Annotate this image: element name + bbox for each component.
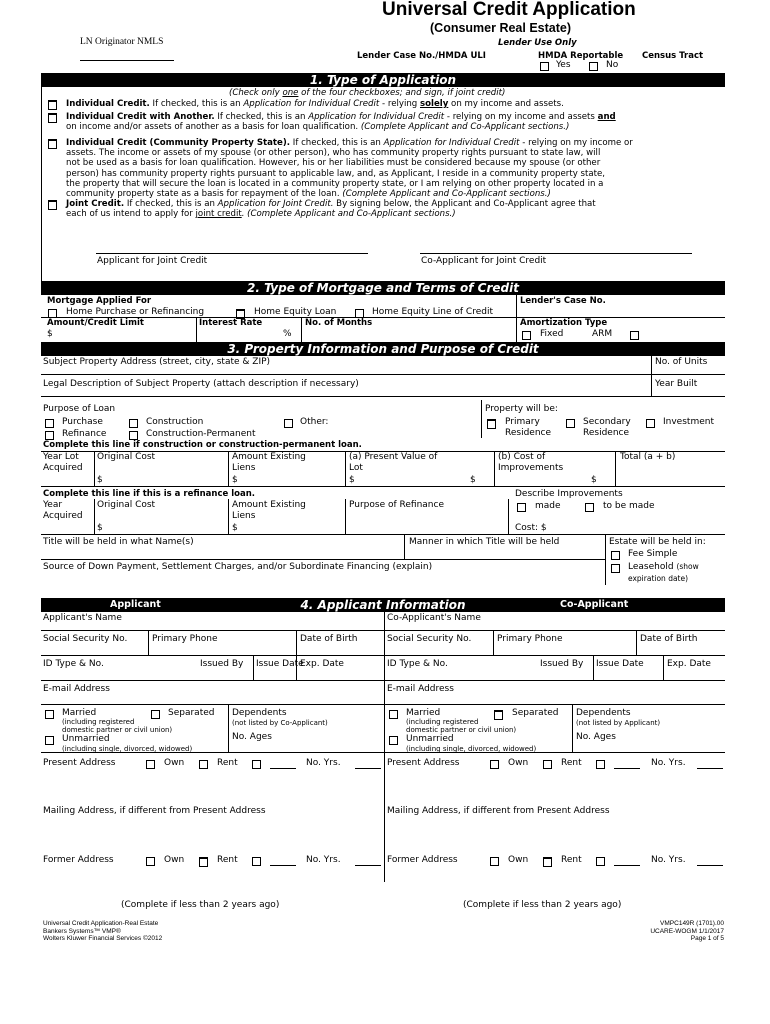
applicant-exp-date-label: Exp. Date [300, 659, 344, 669]
construction-label: Construction [146, 417, 204, 427]
other-label: Other: [300, 417, 329, 427]
coapplicant-signature-label: Co-Applicant for Joint Credit [421, 256, 547, 266]
applicant-signature-line[interactable] [96, 253, 368, 254]
lot-dollar: $ [349, 475, 355, 485]
to-be-made-checkbox[interactable] [585, 503, 594, 512]
coapplicant-registered-note: (including registered [406, 718, 479, 726]
secondary-label: Secondary [583, 417, 631, 427]
coapplicant-present-rent-checkbox[interactable] [543, 760, 552, 769]
refinance-checkbox[interactable] [45, 431, 54, 440]
s4-b-c1 [493, 630, 494, 655]
coapplicant-former-rent-checkbox[interactable] [543, 857, 552, 867]
joint-credit-text: Joint Credit. If checked, this is an Application for Joint Credit. By signing below, the Applicant and Co-Applicant agree that each of us intend to apply for joint credit. (Complete Applicant and Co-Applicant sections.) [66, 199, 596, 220]
applicant-dob-label: Date of Birth [300, 634, 358, 644]
footer-revision: UCARE-WOGM 1/1/2017 [650, 927, 724, 935]
investment-checkbox[interactable] [646, 419, 655, 428]
applicant-registered-note: (including registered [62, 718, 135, 726]
coapplicant-married-label: Married [406, 708, 441, 718]
coapplicant-separated-label: Separated [512, 708, 559, 718]
s4-b-dep-divider [572, 704, 573, 752]
fee-simple-checkbox[interactable] [611, 551, 620, 560]
s3-units-divider [651, 356, 652, 396]
coapplicant-complete-less-note: (Complete if less than 2 years ago) [463, 900, 622, 910]
applicant-phone-label: Primary Phone [152, 634, 218, 644]
s4-a-c3 [253, 655, 254, 680]
s3-r1 [94, 499, 95, 534]
coapplicant-unmarried-checkbox[interactable] [389, 736, 398, 745]
section1-header: 1. Type of Application [41, 73, 725, 87]
lot-label: Lot [349, 463, 363, 473]
section4-header: 4. Applicant Information [41, 598, 725, 612]
applicant-unmarried-checkbox[interactable] [45, 736, 54, 745]
applicant-former-other-line[interactable] [270, 865, 296, 866]
coapplicant-former-other-line[interactable] [614, 865, 640, 866]
estate-label: Estate will be held in: [609, 537, 706, 547]
applicant-email-label: E-mail Address [43, 684, 110, 694]
s3-line2 [41, 396, 725, 397]
coapplicant-former-address-label: Former Address [387, 855, 458, 865]
coapplicant-former-own-checkbox[interactable] [490, 857, 499, 866]
footer-left [43, 920, 162, 943]
coapplicant-id-label: ID Type & No. [387, 659, 448, 669]
applicant-no-ages-label: No. Ages [232, 732, 272, 742]
original-cost-label: Original Cost [97, 452, 156, 462]
applicant-former-address-label: Former Address [43, 855, 114, 865]
complete-refinance-note: Complete this line if this is a refinance loan. [43, 489, 256, 499]
footer-page-number: Page 1 of 5 [690, 935, 724, 942]
census-tract-label: Census Tract [642, 51, 704, 61]
amount-limit-label: Amount/Credit Limit [47, 318, 144, 328]
primary-residence-label: Residence [505, 428, 552, 438]
applicant-single-note: (including single, divorced, widowed) [62, 745, 193, 753]
s3-c4 [494, 451, 495, 486]
coapplicant-email-label: E-mail Address [387, 684, 454, 694]
coapplicant-dependents-label: Dependents [576, 708, 631, 718]
s3-title-bottom [41, 559, 605, 560]
coapplicant-exp-date-label: Exp. Date [667, 659, 711, 669]
s3-c2 [228, 451, 229, 486]
hmda-yes-checkbox[interactable] [540, 62, 549, 71]
coapplicant-present-noyrs-line[interactable] [697, 768, 723, 769]
coapplicant-issue-date-label: Issue Date [596, 659, 644, 669]
s4-line2 [41, 655, 725, 656]
applicant-former-rent-checkbox[interactable] [199, 857, 208, 867]
coapplicant-no-ages-label: No. Ages [576, 732, 616, 742]
s3-c5 [615, 451, 616, 486]
hmda-no-checkbox[interactable] [589, 62, 598, 71]
refi-acquired-label: Acquired [43, 511, 83, 521]
applicant-present-other-line[interactable] [270, 768, 296, 769]
no-months-label: No. of Months [305, 318, 373, 328]
applicant-signature-label: Applicant for Joint Credit [97, 256, 208, 266]
s3-manner-divider [404, 534, 405, 559]
coapplicant-not-listed-note: (not listed by Applicant) [576, 719, 661, 727]
joint-credit-checkbox[interactable] [48, 200, 57, 210]
coapplicant-present-other-checkbox[interactable] [596, 760, 605, 769]
interest-percent-sign: % [283, 329, 292, 339]
refi-original-cost-label: Original Cost [97, 500, 156, 510]
cost-improvements-label: (b) Cost of [498, 452, 546, 462]
s4-line5 [41, 752, 725, 753]
present-value-label: (a) Present Value of [349, 452, 438, 462]
liens-label: Liens [232, 463, 256, 473]
title-names-label: Title will be held in what Name(s) [43, 537, 194, 547]
construction-checkbox[interactable] [129, 419, 138, 428]
expiration-label: expiration date) [628, 574, 689, 583]
ln-originator-field[interactable] [80, 60, 174, 61]
lender-use-only-label: Lender Use Only [498, 38, 577, 48]
coapplicant-single-note: (including single, divorced, widowed) [406, 745, 537, 753]
amount-existing-label: Amount Existing [232, 452, 306, 462]
applicant-complete-less-note: (Complete if less than 2 years ago) [121, 900, 280, 910]
form-title: Universal Credit Application [382, 0, 636, 20]
applicant-name-label: Applicant's Name [43, 613, 122, 623]
coapplicant-phone-label: Primary Phone [497, 634, 563, 644]
individual-credit-text: Individual Credit. If checked, this is an Application for Individual Credit - relying solely on my income and assets. [66, 99, 564, 109]
coapplicant-present-other-line[interactable] [614, 768, 640, 769]
coapplicant-signature-line[interactable] [420, 253, 692, 254]
applicant-former-rent-label: Rent [217, 855, 238, 865]
coapplicant-unmarried-label: Unmarried [406, 734, 454, 744]
s4-line3 [41, 680, 725, 681]
ln-originator-label: LN Originator NMLS [80, 37, 164, 47]
s3-constr-bottom [41, 486, 725, 487]
interest-rate-label: Interest Rate [199, 318, 263, 328]
coapplicant-married-checkbox[interactable] [389, 710, 398, 719]
home-purchase-label: Home Purchase or Refinancing [66, 307, 205, 317]
secondary-residence-label: Residence [583, 428, 630, 438]
refi-year-label: Year [43, 500, 63, 510]
s4-center-divider [384, 612, 385, 882]
liens-dollar: $ [232, 475, 238, 485]
section2-header: 2. Type of Mortgage and Terms of Credit [41, 281, 725, 295]
section1-frame-left [41, 73, 42, 285]
made-checkbox[interactable] [517, 503, 526, 512]
applicant-not-listed-note: (not listed by Co-Applicant) [232, 719, 328, 727]
coapplicant-former-own-label: Own [508, 855, 529, 865]
year-built-label: Year Built [655, 379, 698, 389]
applicant-present-noyrs-line[interactable] [355, 768, 381, 769]
applicant-present-other-checkbox[interactable] [252, 760, 261, 769]
s4-b-c2 [636, 630, 637, 655]
s4-a-dep-divider [228, 704, 229, 752]
applicant-issue-date-label: Issue Date [256, 659, 304, 669]
s3-r3 [345, 499, 346, 534]
section3-header: 3. Property Information and Purpose of Credit [41, 342, 725, 356]
improvements-dollar: $ [470, 475, 476, 485]
construction-perm-checkbox[interactable] [129, 431, 138, 440]
refi-liens-dollar: $ [232, 523, 238, 533]
acquired-label: Acquired [43, 463, 83, 473]
leasehold-label: Leasehold (show [628, 562, 699, 572]
refi-amount-existing-label: Amount Existing [232, 500, 306, 510]
s4-a-c2 [296, 630, 297, 655]
s3-r2 [228, 499, 229, 534]
fee-simple-label: Fee Simple [628, 549, 678, 559]
footer-form-code: VMPC149R (1701).00 [660, 920, 724, 927]
s3-r4 [508, 499, 509, 534]
other-checkbox[interactable] [284, 419, 293, 428]
s3-estate-divider [605, 534, 606, 585]
purchase-label: Purchase [62, 417, 103, 427]
home-equity-line-label: Home Equity Line of Credit [372, 307, 493, 317]
applicant-former-own-label: Own [164, 855, 185, 865]
applicant-domestic-note: domestic partner or civil union) [62, 726, 173, 734]
made-label: made [535, 501, 561, 511]
lender-case-label: Lender Case No./HMDA ULI [357, 51, 486, 61]
applicant-id-label: ID Type & No. [43, 659, 104, 669]
applicant-present-rent-checkbox[interactable] [199, 760, 208, 769]
individual-credit-checkbox[interactable] [48, 100, 57, 110]
manner-label: Manner in which Title will be held [409, 537, 560, 547]
applicant-issued-by-label: Issued By [200, 659, 244, 669]
s3-c3 [345, 451, 346, 486]
community-property-checkbox[interactable] [48, 139, 57, 149]
coapplicant-present-rent-label: Rent [561, 758, 582, 768]
coapplicant-separated-checkbox[interactable] [494, 710, 503, 720]
s4-line4 [41, 704, 725, 705]
applicant-ssn-label: Social Security No. [43, 634, 128, 644]
footer-right [650, 920, 724, 943]
individual-credit-another-text: Individual Credit with Another. If checked, this is an Application for Individual Credit - relying on my income and assets and on income and/or assets of another as a basis for loan qualification. (Complete Applicant and Co-Applicant sections.) [66, 112, 616, 133]
subject-address-label: Subject Property Address (street, city, state & ZIP) [43, 357, 271, 367]
fixed-checkbox[interactable] [522, 331, 531, 340]
cost-label: Cost: $ [515, 523, 547, 533]
s4-a-c1 [148, 630, 149, 655]
construction-perm-label: Construction-Permanent [146, 429, 256, 439]
coapplicant-former-noyrs-label: No. Yrs. [651, 855, 686, 865]
property-will-be-label: Property will be: [485, 404, 558, 414]
applicant-present-address-label: Present Address [43, 758, 116, 768]
describe-improvements-label: Describe Improvements [515, 489, 623, 499]
coapplicant-former-noyrs-line[interactable] [697, 865, 723, 866]
coapplicant-present-noyrs-label: No. Yrs. [651, 758, 686, 768]
coapplicant-issued-by-label: Issued By [540, 659, 584, 669]
s4-line1 [41, 630, 725, 631]
community-property-text: Individual Credit (Community Property State). If checked, this is an Application for Individual Credit - relying on my income or assets. The income or assets of my spouse (or other person), who has community property rights pursuant to state law, will not be used as a basis for loan qualification. However, his or her liabilities must be considered because my spouse (or other person) has community property rights pursuant to applicable law, and, as Applicant, I reside in a community property state, the property that will secure the loan is located in a community property state, or I am relying on other property located in a community property state as a basis for repayment of the loan. (Complete Applicant and Co-Applicant sections.) [66, 138, 633, 200]
individual-credit-another-checkbox[interactable] [48, 113, 57, 123]
no-units-label: No. of Units [655, 357, 708, 367]
leasehold-checkbox[interactable] [611, 564, 620, 573]
primary-residence-checkbox[interactable] [487, 419, 496, 429]
hmda-no-label: No [606, 60, 619, 70]
hmda-yes-label: Yes [556, 60, 571, 70]
applicant-present-own-label: Own [164, 758, 185, 768]
s2-col1 [196, 317, 197, 342]
purpose-refinance-label: Purpose of Refinance [349, 500, 444, 510]
coapplicant-present-own-label: Own [508, 758, 529, 768]
coapplicant-column-label: Co-Applicant [560, 599, 629, 610]
footer-publisher: Bankers Systems™ VMP® [43, 927, 121, 935]
original-cost-dollar: $ [97, 475, 103, 485]
coapplicant-former-other-checkbox[interactable] [596, 857, 605, 866]
arm-label: ARM [592, 329, 613, 339]
coapplicant-present-own-checkbox[interactable] [490, 760, 499, 769]
lenders-case-no-label: Lender's Case No. [520, 296, 606, 306]
applicant-column-label: Applicant [110, 599, 161, 610]
s3-line1 [41, 374, 725, 375]
primary-label: Primary [505, 417, 540, 427]
legal-desc-label: Legal Description of Subject Property (attach description if necessary) [43, 379, 359, 389]
applicant-present-own-checkbox[interactable] [146, 760, 155, 769]
applicant-dependents-label: Dependents [232, 708, 287, 718]
applicant-separated-checkbox[interactable] [151, 710, 160, 719]
coapplicant-former-rent-label: Rent [561, 855, 582, 865]
s3-property-divider [481, 400, 482, 438]
home-equity-loan-label: Home Equity Loan [254, 307, 337, 317]
footer-form-name: Universal Credit Application-Real Estate [43, 920, 159, 927]
hmda-reportable-label: HMDA Reportable [538, 51, 624, 61]
coapplicant-present-address-label: Present Address [387, 758, 460, 768]
s2-col2 [301, 317, 302, 342]
coapplicant-ssn-label: Social Security No. [387, 634, 472, 644]
applicant-separated-label: Separated [168, 708, 215, 718]
investment-label: Investment [663, 417, 714, 427]
complete-construction-note: Complete this line if construction or construction-permanent loan. [43, 440, 362, 450]
section1-instruction: (Check only one of the four checkboxes; and sign, if joint credit) [229, 88, 506, 98]
year-lot-label: Year Lot [43, 452, 79, 462]
arm-checkbox[interactable] [630, 331, 639, 340]
total-label: Total (a + b) [620, 452, 676, 462]
refi-liens-label: Liens [232, 511, 256, 521]
applicant-mailing-label: Mailing Address, if different from Present Address [43, 806, 266, 816]
fixed-label: Fixed [540, 329, 564, 339]
s4-a-c4 [296, 655, 297, 680]
amortization-label: Amortization Type [520, 318, 608, 328]
s3-c1 [94, 451, 95, 486]
form-subtitle: (Consumer Real Estate) [430, 21, 572, 35]
applicant-married-label: Married [62, 708, 97, 718]
coapplicant-dob-label: Date of Birth [640, 634, 698, 644]
refi-original-cost-dollar: $ [97, 523, 103, 533]
applicant-married-checkbox[interactable] [45, 710, 54, 719]
applicant-former-own-checkbox[interactable] [146, 857, 155, 866]
mortgage-applied-label: Mortgage Applied For [47, 296, 152, 306]
applicant-former-noyrs-label: No. Yrs. [306, 855, 341, 865]
total-dollar: $ [591, 475, 597, 485]
source-down-label: Source of Down Payment, Settlement Charges, and/or Subordinate Financing (explain) [43, 562, 433, 572]
applicant-present-rent-label: Rent [217, 758, 238, 768]
s3-refi-bottom [41, 534, 725, 535]
secondary-residence-checkbox[interactable] [566, 419, 575, 428]
coapplicant-name-label: Co-Applicant's Name [387, 613, 481, 623]
coapplicant-domestic-note: domestic partner or civil union) [406, 726, 517, 734]
applicant-former-other-checkbox[interactable] [252, 857, 261, 866]
improvements-label: Improvements [498, 463, 564, 473]
s2-divider-right [516, 295, 517, 342]
footer-copyright: Wolters Kluwer Financial Services ©2012 [43, 935, 163, 942]
applicant-present-noyrs-label: No. Yrs. [306, 758, 341, 768]
to-be-made-label: to be made [603, 501, 655, 511]
applicant-unmarried-label: Unmarried [62, 734, 110, 744]
purpose-loan-label: Purpose of Loan [43, 404, 116, 414]
s4-b-c3 [593, 655, 594, 680]
applicant-former-noyrs-line[interactable] [355, 865, 381, 866]
coapplicant-mailing-label: Mailing Address, if different from Present Address [387, 806, 610, 816]
refinance-label: Refinance [62, 429, 107, 439]
purchase-checkbox[interactable] [45, 419, 54, 428]
s4-b-c4 [663, 655, 664, 680]
amount-dollar-sign: $ [47, 329, 53, 339]
